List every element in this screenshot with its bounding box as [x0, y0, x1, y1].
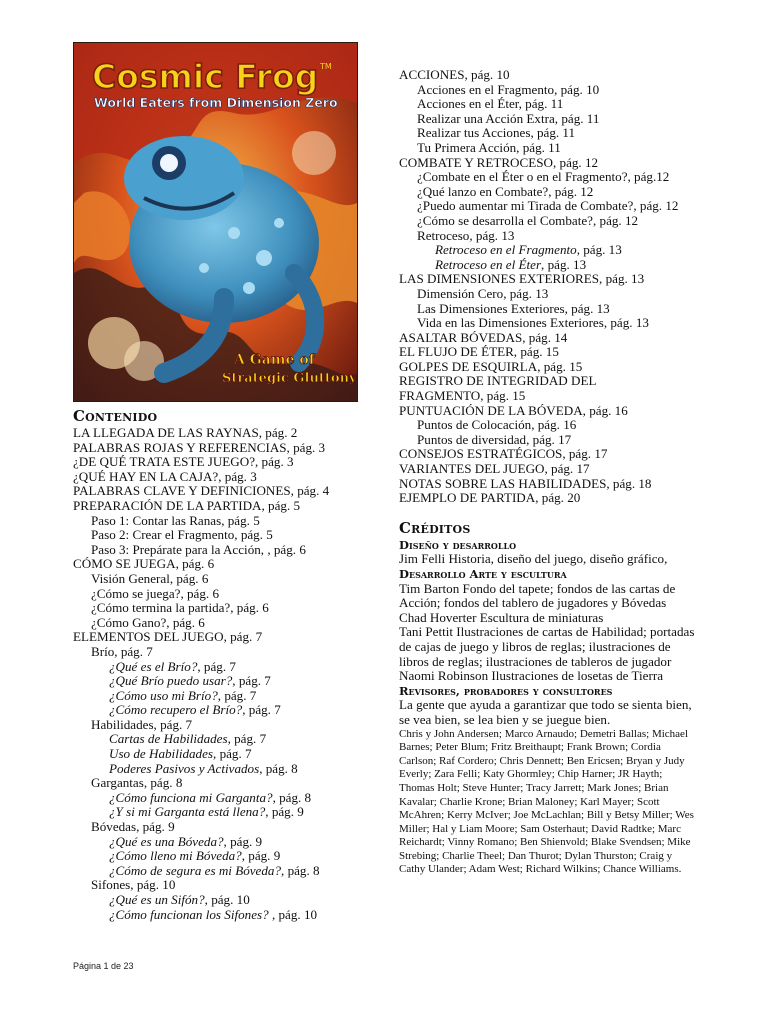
- frog-spot: [243, 282, 255, 294]
- toc-entry-page: , pág. 7: [242, 702, 281, 718]
- toc-entry-title: Retroceso en el Fragmento: [435, 242, 577, 258]
- cover-title: Cosmic Frog: [92, 57, 319, 96]
- toc-entry-title: Retroceso, pág. 13: [417, 227, 515, 243]
- toc-entry: [399, 389, 699, 404]
- toc-entry-title: ¿QUÉ HAY EN LA CAJA?, pág. 3: [73, 468, 257, 484]
- toc-entry: [73, 878, 373, 893]
- credits-art-text: Tim Barton Fondo del tapete; fondos de las cartas de Acción; fondos del tablero de jugadores y Bóvedas: [399, 580, 676, 611]
- toc-entry-title: Brío, pág. 7: [91, 643, 153, 659]
- toc-entry: [399, 433, 699, 448]
- toc-entry: [399, 462, 699, 477]
- toc-entry: [73, 732, 373, 747]
- toc-entry-title: ¿Qué es el Brío?: [109, 658, 198, 674]
- toc-entry: [73, 528, 373, 543]
- toc-entry: [399, 287, 699, 302]
- toc-entry: [73, 864, 373, 879]
- toc-entry: [73, 455, 373, 470]
- toc-entry: [73, 557, 373, 572]
- toc-entry-title: Sifones, pág. 10: [91, 877, 176, 893]
- toc-entry-title: Puntos de diversidad, pág. 17: [417, 431, 572, 447]
- toc-entry-title: Realizar tus Acciones, pág. 11: [417, 125, 576, 141]
- toc-entry-title: Realizar una Acción Extra, pág. 11: [417, 110, 600, 126]
- toc-entry-page: , pág. 10: [268, 906, 318, 922]
- toc-entry: [73, 893, 373, 908]
- toc-entry: [73, 718, 373, 733]
- toc-list-left: [73, 426, 373, 922]
- toc-entry: [399, 404, 699, 419]
- toc-entry: [399, 345, 699, 360]
- toc-entry-title: Visión General, pág. 6: [91, 570, 209, 586]
- toc-entry: [399, 229, 699, 244]
- toc-entry: [399, 214, 699, 229]
- toc-entry-title: ¿Qué es un Sifón?: [109, 892, 205, 907]
- toc-entry: [73, 835, 373, 850]
- cover-trademark: TM: [320, 62, 332, 71]
- toc-entry: [73, 660, 373, 675]
- toc-entry: [73, 703, 373, 718]
- toc-entry-title: Tu Primera Acción, pág. 11: [417, 139, 561, 155]
- credits-art-heading: Desarrollo Arte y escultura: [399, 567, 567, 581]
- toc-entry-title: Bóvedas, pág. 9: [91, 819, 175, 835]
- contents-continued: [399, 68, 699, 877]
- toc-entry-title: Puntos de Colocación, pág. 16: [417, 417, 577, 433]
- toc-entry-title: EL FLUJO DE ÉTER, pág. 15: [399, 344, 559, 360]
- toc-entry-title: PUNTUACIÓN DE LA BÓVEDA, pág. 16: [399, 402, 628, 418]
- toc-entry-title: CÓMO SE JUEGA, pág. 6: [73, 556, 215, 572]
- toc-entry-title: Poderes Pasivos y Activados: [109, 760, 260, 776]
- toc-entry: [73, 674, 373, 689]
- toc-entry: [399, 258, 699, 273]
- frog-spot: [256, 250, 272, 266]
- toc-entry: [399, 185, 699, 200]
- cover-tagline-2: Strategic Gluttony: [222, 371, 357, 386]
- toc-entry: [399, 156, 699, 171]
- toc-entry-page: , pág. 7: [217, 687, 257, 703]
- toc-entry: [399, 97, 699, 112]
- toc-entry-title: GOLPES DE ESQUIRLA, pág. 15: [399, 358, 583, 374]
- toc-entry-page: , pág. 8: [281, 862, 320, 878]
- frog-spot: [199, 263, 209, 273]
- toc-entry-title: LA LLEGADA DE LAS RAYNAS, pág. 2: [73, 425, 298, 440]
- toc-entry-title: ¿DE QUÉ TRATA ESTE JUEGO?, pág. 3: [73, 454, 294, 470]
- toc-entry-page: , pág. 9: [223, 833, 263, 849]
- toc-entry-title: ELEMENTOS DEL JUEGO, pág. 7: [73, 629, 263, 645]
- toc-entry: [73, 820, 373, 835]
- toc-entry-title: FRAGMENTO, pág. 15: [399, 388, 526, 404]
- toc-entry-page: , pág. 13: [541, 256, 587, 272]
- toc-entry: [73, 601, 373, 616]
- contents-section: [73, 408, 373, 922]
- credits-art-text: Tani Pettit Ilustraciones de cartas de Habilidad; portadas de cajas de juego y libros de reglas; ilustraciones de libros de reglas; ilustraciones de tableros de jugador: [399, 624, 695, 669]
- toc-entry-title: ASALTAR BÓVEDAS, pág. 14: [399, 329, 568, 345]
- credits-reviewers-names: Chris y John Andersen; Marco Arnaudo; Demetri Ballas; Michael Barnes; Peter Blum; Fritz Breithaupt; Frank Brown; Cordia Carlson; Raf Cordero; Chris Dennett; Ben Ericsen; Bryan y Judy Everly; Zara Felli; Katy Ghormley; Chip Harner; JR Hayth; Thomas Holt; Steve Hunter; Tracy Jarrett; Mark Jones; Brian Kavalar; Charlie Krone; Brian Maloney; Karl Mayer; Scott McAhren; Kerry McIver; Joe McLachlan; Bill y Betsy Miller; Wes Miller; Hal y Liam Moore; Sam Osterhaut; David Radtke; Marc Reichardt; Vinny Romano; Ben Shienvold; Blake Svendsen; Mike Strebing; Charlie Theel; Dan Thurot; Dylan Thurston; Craig y Cathy Ulander; Adam West; Richard Wilkins; Chance Williams.: [399, 727, 694, 876]
- credits-design-heading: Diseño y desarrollo: [399, 537, 517, 552]
- cover-art: [74, 43, 357, 401]
- toc-entry: [399, 112, 699, 127]
- toc-entry: [73, 849, 373, 864]
- toc-entry: [73, 441, 373, 456]
- toc-entry-title: ¿Cómo recupero el Brío?: [109, 702, 243, 718]
- credits-reviewers-heading: Revisores, probadores y consultores: [399, 683, 613, 698]
- toc-entry-title: ¿Cómo Gano?, pág. 6: [91, 614, 205, 630]
- toc-entry-title: ¿Cómo de segura es mi Bóveda?: [109, 862, 282, 878]
- toc-entry-page: , pág. 13: [576, 242, 622, 258]
- toc-entry: [73, 747, 373, 762]
- toc-list-right: [399, 68, 699, 506]
- toc-entry-title: ¿Cómo se desarrolla el Combate?, pág. 12: [417, 212, 639, 228]
- toc-entry: [73, 426, 373, 441]
- toc-entry-title: ¿Cómo funcionan los Sifones?: [109, 906, 269, 922]
- toc-entry-title: ¿Combate en el Éter o en el Fragmento?, pág.12: [417, 169, 670, 185]
- toc-entry-title: Paso 1: Contar las Ranas, pág. 5: [91, 512, 260, 528]
- toc-entry-page: , pág. 7: [197, 658, 236, 674]
- toc-entry: [73, 762, 373, 777]
- toc-entry-title: COMBATE Y RETROCESO, pág. 12: [399, 154, 599, 170]
- frog-spot: [228, 227, 240, 239]
- toc-entry-title: Paso 3: Prepárate para la Acción, , pág. 6: [91, 541, 306, 557]
- toc-entry-title: ¿Cómo termina la partida?, pág. 6: [91, 600, 269, 616]
- toc-entry: [399, 477, 699, 492]
- toc-entry: [73, 630, 373, 645]
- toc-entry-title: Retroceso en el Éter: [435, 256, 542, 272]
- toc-entry: [399, 316, 699, 331]
- toc-entry-title: Cartas de Habilidades: [109, 731, 228, 747]
- toc-entry-title: REGISTRO DE INTEGRIDAD DEL: [399, 373, 597, 389]
- toc-entry: [399, 141, 699, 156]
- toc-entry-title: ¿Qué es una Bóveda?: [109, 833, 224, 849]
- toc-entry: [399, 199, 699, 214]
- toc-entry-title: Dimensión Cero, pág. 13: [417, 285, 549, 301]
- toc-entry-page: , pág. 7: [227, 731, 267, 747]
- toc-entry-page: , pág. 10: [204, 892, 250, 907]
- credits-reviewers-intro: La gente que ayuda a garantizar que todo se sienta bien, se vea bien, se lea bien y se juegue bien.: [399, 697, 692, 727]
- toc-entry-page: , pág. 7: [232, 673, 271, 689]
- toc-entry: [73, 616, 373, 631]
- toc-entry: [73, 645, 373, 660]
- toc-entry: [399, 447, 699, 462]
- toc-entry: [73, 572, 373, 587]
- toc-entry-title: Habilidades, pág. 7: [91, 716, 193, 732]
- toc-entry: [399, 243, 699, 258]
- cover-tagline-1: A Game of: [234, 352, 315, 368]
- toc-entry-title: EJEMPLO DE PARTIDA, pág. 20: [399, 490, 581, 506]
- cover-subtitle: World Eaters from Dimension Zero: [94, 95, 338, 110]
- toc-entry: [73, 689, 373, 704]
- toc-entry-title: Las Dimensiones Exteriores, pág. 13: [417, 300, 610, 316]
- toc-entry: [73, 791, 373, 806]
- toc-entry-title: PALABRAS ROJAS Y REFERENCIAS, pág. 3: [73, 439, 326, 455]
- toc-entry: [399, 170, 699, 185]
- toc-entry: [399, 272, 699, 287]
- toc-entry: [399, 360, 699, 375]
- page-footer: Página 1 de 23: [73, 961, 134, 971]
- toc-entry: [73, 484, 373, 499]
- toc-entry-title: Acciones en el Éter, pág. 11: [417, 96, 564, 112]
- toc-entry-page: , pág. 8: [272, 789, 312, 805]
- toc-entry-title: Vida en las Dimensiones Exteriores, pág. 13: [417, 315, 649, 331]
- toc-entry-page: , pág. 9: [241, 848, 281, 864]
- toc-entry-title: ACCIONES, pág. 10: [399, 67, 510, 82]
- toc-entry-title: PALABRAS CLAVE Y DEFINICIONES, pág. 4: [73, 483, 330, 499]
- toc-entry: [73, 776, 373, 791]
- toc-entry-title: ¿Qué Brío puedo usar?: [109, 673, 233, 689]
- cloud-puff: [292, 131, 336, 175]
- cover-image: [73, 42, 358, 402]
- toc-entry-title: ¿Puedo aumentar mi Tirada de Combate?, pág. 12: [417, 198, 679, 214]
- toc-entry-title: ¿Cómo lleno mi Bóveda?: [109, 848, 242, 864]
- toc-entry-title: ¿Cómo se juega?, pág. 6: [91, 585, 219, 601]
- toc-entry-title: NOTAS SOBRE LAS HABILIDADES, pág. 18: [399, 475, 652, 491]
- toc-entry: [73, 543, 373, 558]
- toc-entry: [73, 805, 373, 820]
- toc-entry-title: LAS DIMENSIONES EXTERIORES, pág. 13: [399, 271, 645, 287]
- toc-entry: [399, 331, 699, 346]
- toc-entry: [73, 514, 373, 529]
- toc-entry: [73, 470, 373, 485]
- toc-entry: [73, 908, 373, 923]
- toc-entry-page: , pág. 8: [259, 760, 298, 776]
- toc-entry: [399, 302, 699, 317]
- toc-entry-title: ¿Cómo funciona mi Garganta?: [109, 789, 273, 805]
- toc-entry: [399, 374, 699, 389]
- toc-entry-title: Uso de Habilidades: [109, 746, 214, 762]
- toc-entry-title: PREPARACIÓN DE LA PARTIDA, pág. 5: [73, 497, 301, 513]
- toc-entry: [399, 126, 699, 141]
- toc-entry-title: Gargantas, pág. 8: [91, 775, 183, 791]
- toc-entry: [399, 418, 699, 433]
- toc-entry-title: ¿Cómo uso mi Brío?: [109, 687, 218, 703]
- toc-entry: [399, 68, 699, 83]
- toc-entry-title: Paso 2: Crear el Fragmento, pág. 5: [91, 527, 273, 543]
- toc-entry-title: CONSEJOS ESTRATÉGICOS, pág. 17: [399, 446, 608, 462]
- frog-spot: [274, 218, 284, 228]
- credits-art-text: Naomi Robinson Ilustraciones de losetas de Tierra: [399, 668, 664, 684]
- toc-entry: [399, 83, 699, 98]
- frog-eye-shine: [160, 154, 178, 172]
- toc-entry: [73, 499, 373, 514]
- toc-entry-title: ¿Qué lanzo en Combate?, pág. 12: [417, 183, 594, 199]
- toc-entry-page: , pág. 9: [265, 804, 304, 820]
- contents-title: Contenido: [73, 407, 158, 425]
- toc-entry: [73, 587, 373, 602]
- toc-entry-title: VARIANTES DEL JUEGO, pág. 17: [399, 461, 590, 477]
- credits-design-text: Jim Felli Historia, diseño del juego, diseño gráfico,: [399, 551, 668, 567]
- toc-entry-title: Acciones en el Fragmento, pág. 10: [417, 81, 600, 97]
- toc-entry-page: , pág. 7: [213, 746, 252, 762]
- toc-entry-title: ¿Y si mi Garganta está llena?: [109, 804, 266, 820]
- credits-title: Créditos: [399, 518, 471, 537]
- credits-art-text: Chad Hoverter Escultura de miniaturas: [399, 609, 604, 625]
- toc-entry: [399, 491, 699, 506]
